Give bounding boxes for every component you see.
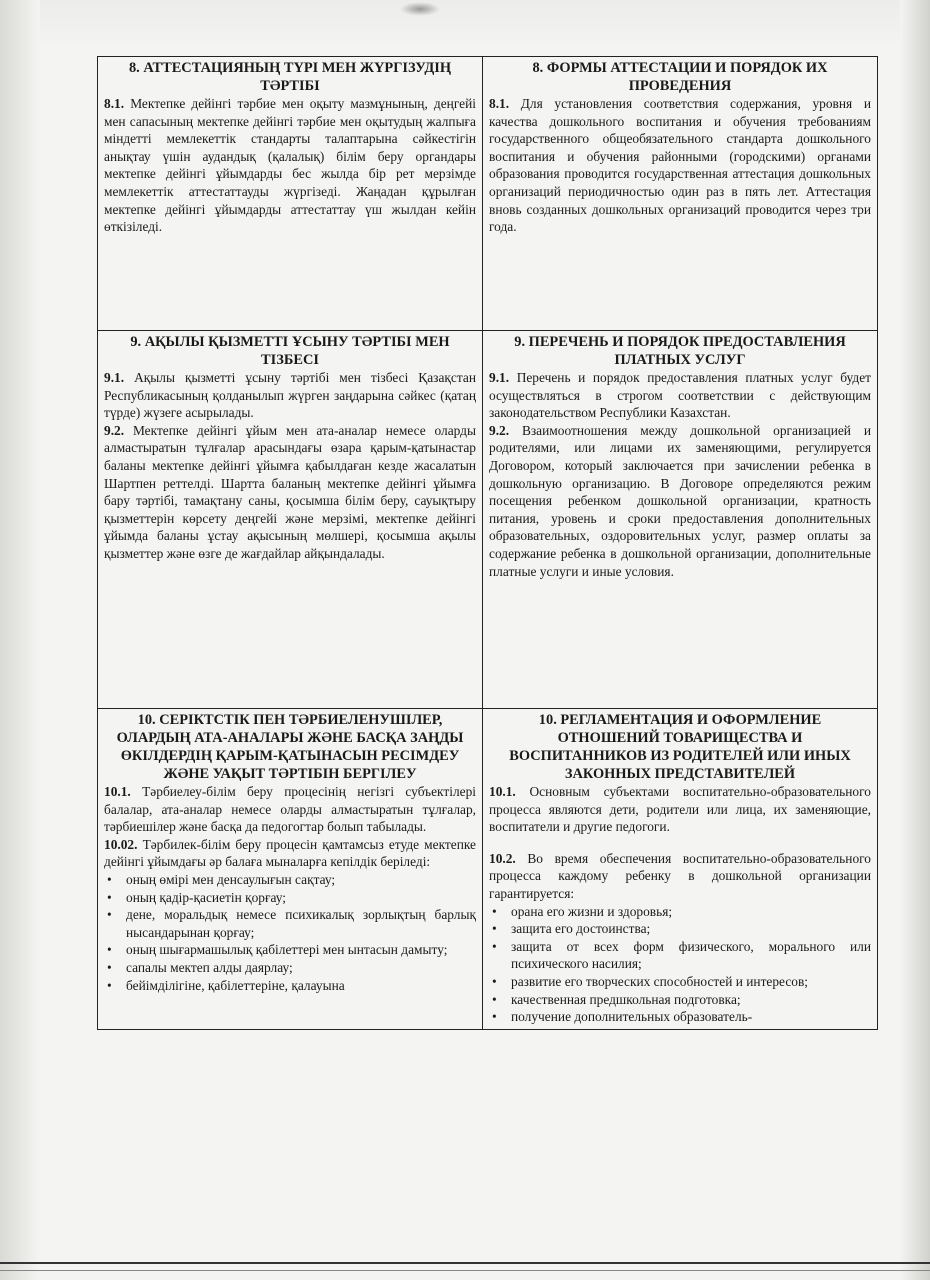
paragraph bbox=[489, 850, 871, 903]
section-8-ru-heading: 8. ФОРМЫ АТТЕСТАЦИИ И ПОРЯДОК ИХ ПРОВЕДЕНИЯ bbox=[532, 60, 828, 94]
section-8-row bbox=[98, 57, 878, 331]
paragraph-text: Для установления соответствия содержания, уровня и качества дошкольного воспитания и обучения требованиям государственного общеобязательного стандарта дошкольного воспитания и обучения районными (городскими) органами образования проводится государственная аттестация дошкольных организаций периодичностью один раз в пять лет. Аттестация вновь созданных дошкольных организаций проводится через три года. bbox=[489, 96, 871, 235]
paragraph bbox=[489, 422, 871, 580]
list-item: • сапалы мектеп алды даярлау; bbox=[104, 959, 476, 977]
section-8-kz-heading: 8. АТТЕСТАЦИЯНЫҢ ТҮРІ МЕН ЖҮРГІЗУДІҢ ТӘРТІБІ bbox=[128, 60, 452, 94]
list-item: • защита от всех форм физического, морального или психического насилия; bbox=[489, 938, 871, 973]
paragraph-text: Взаимоотношения между дошкольной организацией и родителями, или лицами их заменяющими, регулируется Договором, который заключается при зачислении ребенка в дошкольную организацию. В Договоре определяются режим посещения ребенком дошкольной организации, кратность питания, уровень и сроки предоставления дополнительных образовательных, оздоровительных услуг, размер оплаты за содержание ребенка в дошкольной организации, дополнительные платные услуги и иные условия. bbox=[489, 422, 871, 579]
list-item: • защита его достоинства; bbox=[489, 920, 871, 938]
paragraph-text: Мектепке дейінгі ұйым мен ата-аналар немесе оларды алмастыратын тұлғалар арасындағы өзара қарым-қатынастар баланы мектепке дейінгі ұйымға қабылдаған кезде жасалатын Шартпен реттелді. Шартта баланың мектепке дейінгі ұйымға бару тәртібі, тамақтану саны, қосымша білім беру, сауықтыру қызметтерін көрсету деңгейі және мерзімі, мектепке дейінгі ұйымда баланы ұстау ақысының мөлшері, қосымша ақылы қызметтер және өзге де жағдайлар айқындалады. bbox=[104, 422, 476, 561]
list-item: • качественная предшкольная подготовка; bbox=[489, 991, 871, 1009]
section-10-row bbox=[98, 709, 878, 1030]
paragraph bbox=[489, 369, 871, 422]
paragraph bbox=[489, 783, 871, 836]
section-9-ru-cell bbox=[483, 331, 878, 709]
paragraph-number: 10.1. bbox=[104, 784, 131, 799]
list-item: • оның шығармашылық қабілеттері мен ынтасын дамыту; bbox=[104, 941, 476, 959]
guarantee-list-ru bbox=[489, 903, 871, 1026]
paragraph-number: 9.1. bbox=[104, 370, 125, 385]
bilingual-charter-table bbox=[97, 56, 878, 1030]
section-10-kz-heading: 10. СЕРІКТСТІК ПЕН ТӘРБИЕЛЕНУШІЛЕР, ОЛАРДЫҢ АТА-АНАЛАРЫ ЖӘНЕ БАСҚА ЗАҢДЫ ӨКІЛДЕРДІҢ ҚАРЫМ-ҚАТЫНАСЫН РЕСІМДЕУ ЖӘНЕ УАҚЫТ ТӘРТІБІН БЕРГІЛЕУ bbox=[116, 712, 464, 782]
list-item: • получение дополнительных образователь- bbox=[489, 1008, 871, 1026]
list-item: • бейімділігіне, қабілеттеріне, қалауына bbox=[104, 977, 476, 995]
bottom-rule-thin bbox=[0, 1270, 930, 1271]
paragraph-text: Тәрбиелеу-білім беру процесінің негізгі субъектілері балалар, ата-аналар немесе оларды алмастыратын тұлғалар, тәрбиешілер және басқа да педогогтар болып табылады. bbox=[104, 784, 476, 835]
scan-right-shading bbox=[900, 0, 930, 1280]
paragraph bbox=[104, 836, 476, 871]
paragraph-number: 10.02. bbox=[104, 836, 138, 852]
guarantee-list-kz bbox=[104, 871, 476, 994]
section-9-kz-cell bbox=[98, 331, 483, 709]
paragraph-text: Тәрбилек-білім беру процесін қамтамсыз етуде мектепке дейінгі ұйымдағы әр балаға мыналарға кепілдік беріледі: bbox=[104, 836, 476, 870]
list-item: • развитие его творческих способностей и интересов; bbox=[489, 973, 871, 991]
paragraph-number: 8.1. bbox=[489, 96, 510, 111]
paragraph-number: 9.2. bbox=[489, 422, 510, 438]
spacer bbox=[489, 836, 871, 850]
bottom-rule bbox=[0, 1262, 930, 1264]
paragraph-number: 10.2. bbox=[489, 850, 516, 866]
paragraph-text: Перечень и порядок предоставления платных услуг будет осуществляться в строгом соответствии с действующим законодательством Республики Казахстан. bbox=[489, 370, 871, 421]
paragraph bbox=[104, 422, 476, 563]
paragraph-number: 10.1. bbox=[489, 784, 516, 799]
list-item: • оның қадір-қасиетін қорғау; bbox=[104, 889, 476, 907]
section-9-row bbox=[98, 331, 878, 709]
section-8-ru-cell bbox=[483, 57, 878, 331]
section-10-kz-cell bbox=[98, 709, 483, 1030]
scan-smudge bbox=[400, 2, 440, 16]
section-10-ru-cell bbox=[483, 709, 878, 1030]
list-item: • дене, моральдық немесе психикалық зорлықтың барлық нысандарынан қорғау; bbox=[104, 906, 476, 941]
list-item: • оның өмірі мен денсаулығын сақтау; bbox=[104, 871, 476, 889]
section-10-ru-heading: 10. РЕГЛАМЕНТАЦИЯ И ОФОРМЛЕНИЕ ОТНОШЕНИЙ ТОВАРИЩЕСТВА И ВОСПИТАННИКОВ ИЗ РОДИТЕЛЕЙ ИЛИ ИНЫХ ЗАКОННЫХ ПРЕДСТАВИТЕЛЕЙ bbox=[509, 712, 851, 782]
paragraph-number: 8.1. bbox=[104, 96, 125, 111]
paragraph bbox=[104, 369, 476, 422]
paragraph-text: Мектепке дейінгі тәрбие мен оқыту мазмұнының, деңгейі мен сапасының мектепке дейінгі тәрбие мен оқытудың жалпыға міндетті мемлекеттік стандарты талаптарына сәйкестігін анықтау үшін аудандық (қалалық) білім беру органдары мектепке дейінгі ұйымдарды бес жылда бір рет мерзімде мемлекеттік аттестаттауды жүргізеді. Жаңадан құрылған мектепке дейінгі ұйымдарды аттестаттау үш жылдан кейін өткізіледі. bbox=[104, 96, 476, 235]
section-9-ru-heading: 9. ПЕРЕЧЕНЬ И ПОРЯДОК ПРЕДОСТАВЛЕНИЯ ПЛАТНЫХ УСЛУГ bbox=[514, 334, 846, 368]
paragraph bbox=[489, 95, 871, 236]
paragraph bbox=[104, 95, 476, 236]
paragraph bbox=[104, 783, 476, 836]
paragraph-number: 9.2. bbox=[104, 422, 125, 438]
scan-top-shading bbox=[0, 0, 930, 50]
paragraph-text: Ақылы қызметті ұсыну тәртібі мен тізбесі Қазақстан Республикасының қолданылып жүрген заңдарына сәйкес (қатаң түрде) жүзеге асырылады. bbox=[104, 370, 476, 421]
section-8-kz-cell bbox=[98, 57, 483, 331]
paragraph-number: 9.1. bbox=[489, 370, 510, 385]
paragraph-text: Основным субъектами воспитательно-образовательного процесса являются дети, родители или лица, их заменяющие, воспитатели и другие педогоги. bbox=[489, 784, 871, 835]
section-9-kz-heading: 9. АҚЫЛЫ ҚЫЗМЕТТІ ҰСЫНУ ТӘРТІБІ МЕН ТІЗБЕСІ bbox=[130, 334, 450, 368]
paragraph-text: Во время обеспечения воспитательно-образовательного процесса каждому ребенку в дошкольной организации гарантируется: bbox=[489, 850, 871, 901]
scan-left-shading bbox=[0, 0, 40, 1280]
list-item: • орана его жизни и здоровья; bbox=[489, 903, 871, 921]
